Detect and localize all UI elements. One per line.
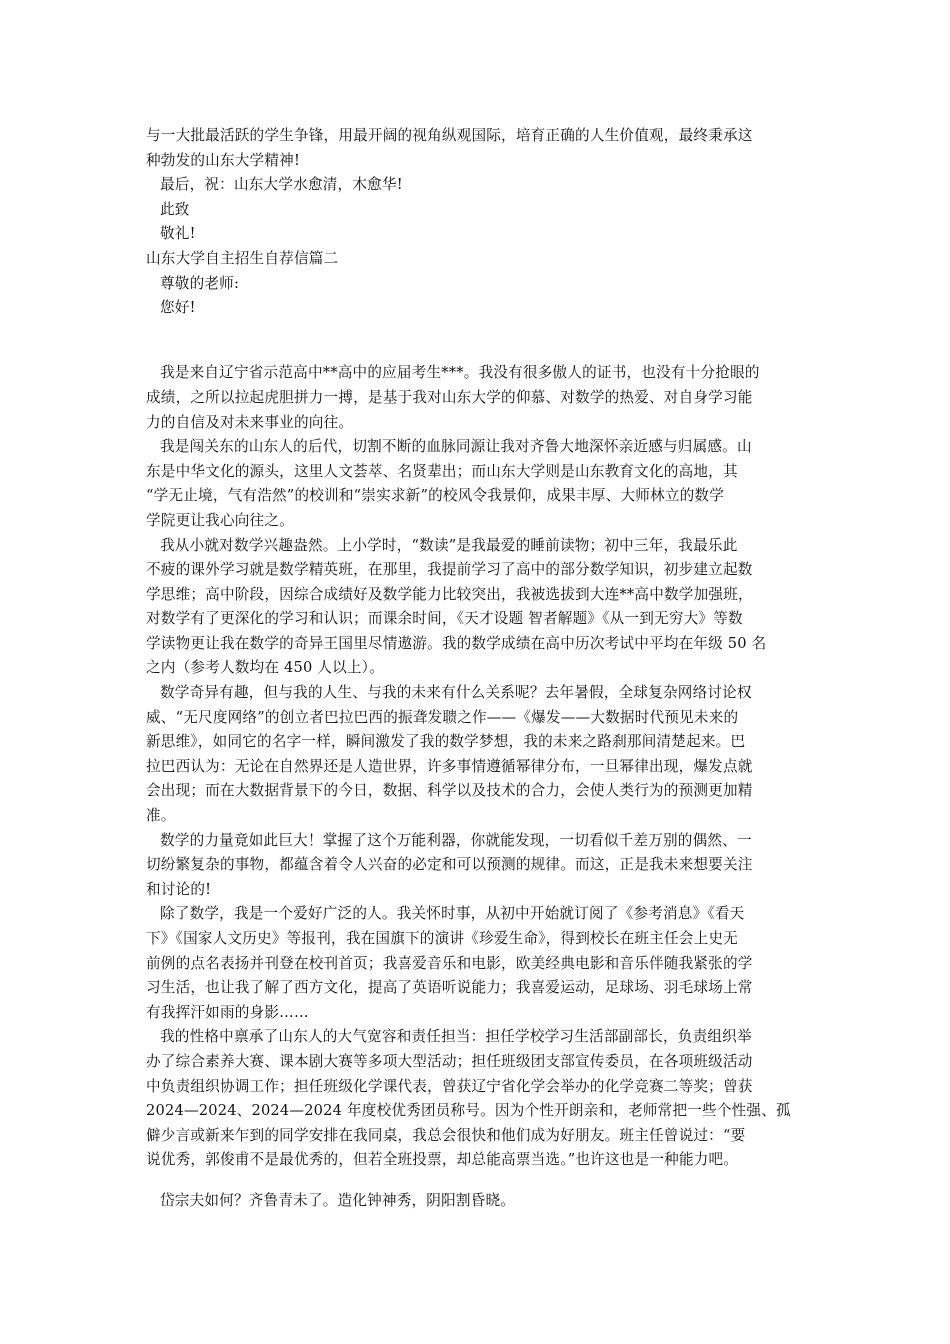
text-line: 拉巴西认为：无论在自然界还是人造世界，许多事情遵循幂律分布，一旦幂律出现，爆发点就 <box>146 757 753 775</box>
text-line: 威、“无尺度网络”的创立者巴拉巴西的振聋发聩之作——《爆发——大数据时代预见未来的 <box>146 708 739 726</box>
body-paragraph-2 <box>146 435 806 533</box>
text-line: 有我挥汗如雨的身影…… <box>146 1003 309 1021</box>
text-line: 对数学有了更深化的学习和认识；而课余时间，《天才设题 智者解题》《从一到无穷大》等数 <box>146 610 743 628</box>
text-line: 数学奇异有趣，但与我的人生、与我的未来有什么关系呢？去年暑假，全球复杂网络讨论权 <box>160 684 752 702</box>
spacer <box>146 1173 806 1189</box>
text-line: 切纷繁复杂的事物，都蕴含着令人兴奋的必定和可以预测的规律。而这，正是我未来想要关注 <box>146 856 753 874</box>
text-line: 说优秀，郭俊甫不是最优秀的，但若全班投票，却总能高票当选。”也许这也是一种能力吧。 <box>146 1151 739 1169</box>
text-line: 我从小就对数学兴趣盎然。上小学时，“数读”是我最爱的睡前读物；初中三年，我最乐此 <box>160 536 738 554</box>
text-line: 数学的力量竟如此巨大！掌握了这个万能利器，你就能发现，一切看似千差万别的偶然、一 <box>160 831 752 849</box>
text-line: 办了综合素养大赛、课本剧大赛等多项大型活动；担任班级团支部宣传委员，在各项班级活动 <box>146 1052 753 1070</box>
text-line: “学无止境，气有浩然”的校训和“崇实求新”的校风令我景仰，成果丰厚、大师林立的数学 <box>146 487 725 505</box>
text-line: 我是闯关东的山东人的后代，切割不断的血脉同源让我对齐鲁大地深怀亲近感与归属感。山 <box>160 438 752 456</box>
text-line: 2024—2024、2024—2024 年度校优秀团员称号。因为个性开朗亲和，老师常把一些个性强、孤 <box>146 1102 791 1120</box>
body-paragraph-5 <box>146 829 806 903</box>
spacer <box>146 345 806 361</box>
section-title: 山东大学自主招生自荐信篇二 <box>146 249 339 267</box>
closing-wish: 最后，祝：山东大学水愈清，木愈华! <box>160 176 403 194</box>
text-line: 中负责组织协调工作；担任班级化学课代表，曾获辽宁省化学会举办的化学竞赛二等奖；曾获 <box>146 1077 753 1095</box>
text-line: 成绩，之所以拉起虎胆拼力一搏，是基于我对山东大学的仰慕、对数学的热爱、对自身学习能 <box>146 388 753 406</box>
document-page <box>146 124 806 1214</box>
body-paragraph-4 <box>146 681 806 829</box>
text-line: 僻少言或新来乍到的同学安排在我同桌，我总会很快和他们成为好朋友。班主任曾说过：“要 <box>146 1126 746 1144</box>
body-paragraph-3 <box>146 534 806 682</box>
text-line: 会出现；而在大数据背景下的今日，数据、科学以及技术的合力，会使人类行为的预测更加精 <box>146 782 753 800</box>
text-line: 东是中华文化的源头，这里人文荟萃、名贤辈出；而山东大学则是山东教育文化的高地，其 <box>146 462 738 480</box>
text-line: 下》《国家人文历史》等报刊，我在国旗下的演讲《珍爱生命》，得到校长在班主任会上史无 <box>146 930 738 947</box>
text-line: 我是来自辽宁省示范高中**高中的应届考生***。我没有很多傲人的证书，也没有十分抢眼的 <box>160 364 760 382</box>
text-line: 我的性格中禀承了山东人的大气宽容和责任担当：担任学校学习生活部副部长，负责组织举 <box>160 1028 752 1046</box>
text-line: 之内（参考人数均在 450 人以上）。 <box>146 659 384 677</box>
body-paragraph-1 <box>146 361 806 435</box>
body-paragraph-7 <box>146 1025 806 1173</box>
text-line: 学院更让我心向往之。 <box>146 511 294 529</box>
text-line: 前例的点名表扬并刊登在校刊首页；我喜爱音乐和电影，欧美经典电影和音乐伴随我紧张的学 <box>146 954 753 972</box>
text-line: 习生活，也让我了解了西方文化，提高了英语听说能力；我喜爱运动，足球场、羽毛球场上常 <box>146 979 753 997</box>
salutation-cizhi: 此致 <box>160 200 190 218</box>
intro-paragraph <box>146 124 806 173</box>
spacer <box>146 321 806 346</box>
text-line: 力的自信及对未来事业的向往。 <box>146 413 354 431</box>
text-line: 种勃发的山东大学精神! <box>146 151 301 169</box>
greeting-hello: 您好! <box>160 299 196 317</box>
text-line: 新思维》，如同它的名字一样，瞬间激发了我的数学梦想，我的未来之路刹那间清楚起来。巴 <box>146 733 746 751</box>
text-line: 除了数学，我是一个爱好广泛的人。我关怀时事，从初中开始就订阅了《参考消息》《看天 <box>160 905 745 923</box>
text-line: 和讨论的! <box>146 880 212 898</box>
text-line: 学思维；高中阶段，因综合成绩好及数学能力比较突出，我被选拔到大连**高中数学加强班， <box>146 585 753 603</box>
greeting-teacher: 尊敬的老师: <box>160 274 240 292</box>
salutation-jingli: 敬礼! <box>160 225 196 243</box>
text-line: 与一大批最活跃的学生争锋，用最开阔的视角纵观国际，培育正确的人生价值观，最终秉承这 <box>146 127 753 144</box>
text-line: 不疲的课外学习就是数学精英班，在那里，我提前学习了高中的部分数学知识，初步建立起数 <box>146 561 753 579</box>
body-paragraph-6 <box>146 902 806 1025</box>
closing-poem-line: 岱宗夫如何？齐鲁青未了。造化钟神秀，阴阳割昏晓。 <box>160 1191 516 1209</box>
text-line: 准。 <box>146 807 176 825</box>
text-line: 学读物更让我在数学的奇异王国里尽情遨游。我的数学成绩在高中历次考试中平均在年级 50 名 <box>146 634 767 652</box>
